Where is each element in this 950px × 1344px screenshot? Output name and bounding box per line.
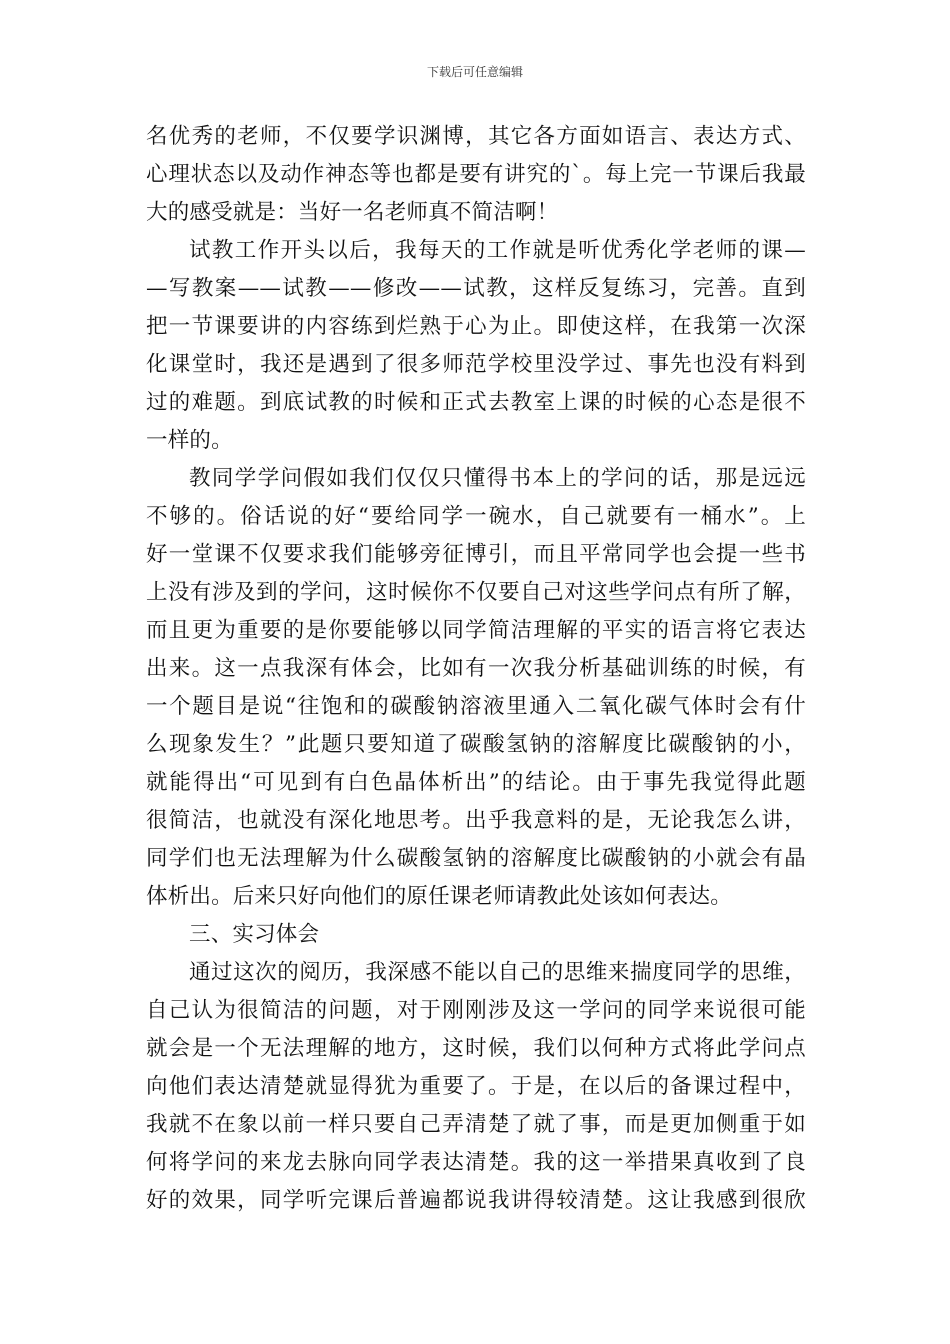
- text-line: 么现象发生？”此题只要知道了碳酸氢钠的溶解度比碳酸钠的小，: [146, 732, 806, 757]
- text-line: 向他们表达清楚就显得犹为重要了。于是，在以后的备课过程中，: [146, 1074, 806, 1099]
- text-line: 名优秀的老师，不仅要学识渊博，其它各方面如语言、表达方式、: [146, 124, 806, 149]
- text-line: 化课堂时，我还是遇到了很多师范学校里没学过、事先也没有料到: [146, 352, 806, 377]
- text-line: 就能得出“可见到有白色晶体析出”的结论。由于事先我觉得此题: [146, 770, 806, 795]
- text-line: 好一堂课不仅要求我们能够旁征博引，而且平常同学也会提一些书: [146, 542, 806, 567]
- text-line: 一样的。: [146, 428, 233, 453]
- text-line: 就会是一个无法理解的地方，这时候，我们以何种方式将此学问点: [146, 1036, 806, 1061]
- text-line: 我就不在象以前一样只要自己弄清楚了就了事，而是更加侧重于如: [146, 1112, 806, 1137]
- text-line: 而且更为重要的是你要能够以同学简洁理解的平实的语言将它表达: [146, 618, 806, 643]
- page-header: 下载后可任意编辑: [426, 65, 523, 79]
- document-body: [146, 118, 806, 1220]
- text-line: 同学们也无法理解为什么碳酸氢钠的溶解度比碳酸钠的小就会有晶: [146, 846, 806, 871]
- text-line: 很简洁，也就没有深化地思考。出乎我意料的是，无论我怎么讲，: [146, 808, 806, 833]
- text-line: 教同学学问假如我们仅仅只懂得书本上的学问的话，那是远远: [189, 466, 806, 491]
- text-line: 大的感受就是：当好一名老师真不简洁啊！: [146, 200, 559, 225]
- text-line: 试教工作开头以后，我每天的工作就是听优秀化学老师的课—: [189, 238, 806, 263]
- text-line: 三、实习体会: [189, 922, 320, 947]
- text-line: 过的难题。到底试教的时候和正式去教室上课的时候的心态是很不: [146, 390, 806, 415]
- text-line: 何将学问的来龙去脉向同学表达清楚。我的这一举措果真收到了良: [146, 1150, 806, 1175]
- text-line: 心理状态以及动作神态等也都是要有讲究的`。每上完一节课后我最: [146, 162, 806, 187]
- text-line: 出来。这一点我深有体会，比如有一次我分析基础训练的时候，有: [146, 656, 806, 681]
- text-line: 好的效果，同学听完课后普遍都说我讲得较清楚。这让我感到很欣: [146, 1188, 806, 1213]
- text-line: 一个题目是说“往饱和的碳酸钠溶液里通入二氧化碳气体时会有什: [146, 694, 806, 719]
- text-line: 上没有涉及到的学问，这时候你不仅要自己对这些学问点有所了解，: [146, 580, 806, 605]
- text-line: 体析出。后来只好向他们的原任课老师请教此处该如何表达。: [146, 884, 732, 909]
- text-line: 自己认为很简洁的问题，对于刚刚涉及这一学问的同学来说很可能: [146, 998, 806, 1023]
- text-line: 把一节课要讲的内容练到烂熟于心为止。即使这样，在我第一次深: [146, 314, 806, 339]
- text-line: —写教案——试教——修改——试教，这样反复练习，完善。直到: [146, 276, 806, 301]
- text-line: 通过这次的阅历，我深感不能以自己的思维来揣度同学的思维，: [189, 960, 806, 985]
- text-line: 不够的。俗话说的好“要给同学一碗水，自己就要有一桶水”。上: [146, 504, 806, 529]
